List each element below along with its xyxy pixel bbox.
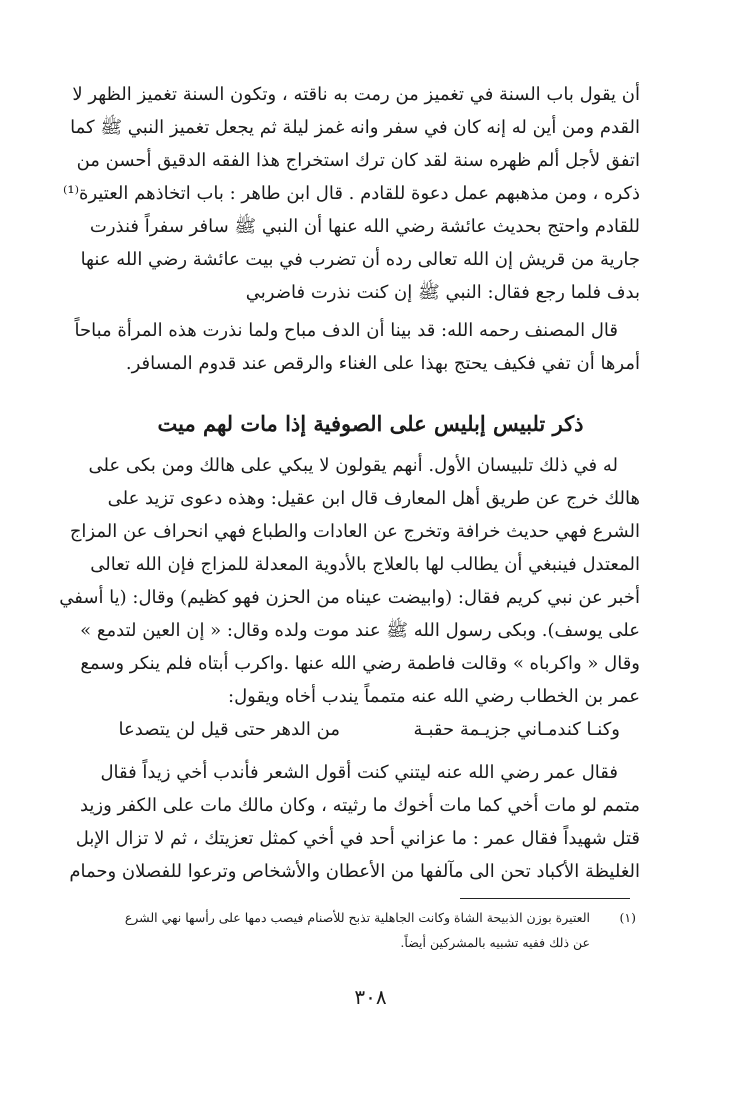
text-line: عمر بن الخطاب رضي الله عنه متمماً يندب أخاه ويقول: xyxy=(228,686,640,707)
text-line: متمم لو مات أخي كما مات أخوك ما رثيته ، وكان مالك مات على الكفر وزيد xyxy=(79,795,640,816)
footnote-divider xyxy=(460,898,630,899)
text-line: هالك خرج عن طريق أهل المعارف قال ابن عقيل: وهذه دعوى تزيد على xyxy=(107,488,640,509)
text-line: بدف فلما رجع فقال: النبي ﷺ إن كنت نذرت فاضربي xyxy=(245,282,640,303)
section-heading: ذكر تلبيس إبليس على الصوفية إذا مات لهم ميت xyxy=(157,411,584,436)
footnote-marker: (١) xyxy=(619,910,636,925)
text-line: ذكره ، ومن مذهبهم عمل دعوة للقادم . قال ابن طاهر : باب اتخاذهم العتيرة⁽¹⁾ xyxy=(62,183,640,204)
text-line: اتفق لأجل ألم ظهره سنة لقد كان ترك استخراج هذا الفقه الدقيق أحسن من xyxy=(76,150,640,171)
text-line: للقادم واحتج بحديث عائشة رضي الله عنها أن النبي ﷺ سافر سفراً فنذرت xyxy=(89,216,640,237)
text-line: له في ذلك تلبيسان الأول. أنهم يقولون لا يبكي على هالك ومن بكى على xyxy=(88,455,618,476)
footnote-line: عن ذلك ففيه تشبيه بالمشركين أيضاً. xyxy=(400,935,590,950)
text-line: القدم ومن أين له إنه كان في سفر وانه غمز ليلة ثم يجعل تغميز النبي ﷺ كما xyxy=(70,117,640,138)
text-line: المعتدل فينبغي أن يطالب لها بالعلاج بالأدوية المعدلة للمزاج فإن الله تعالى xyxy=(90,554,640,575)
verse-first-hemistich: وكنـا كندمـاني جزيـمة حقبـة xyxy=(413,719,620,740)
footnote-line: العتيرة بوزن الذبيحة الشاة وكانت الجاهلية تذبح للأصنام فيصب دمها على رأسها نهي الشرع xyxy=(124,910,590,925)
text-line: أن يقول باب السنة في تغميز من رمت به ناقته ، وتكون السنة تغميز الظهر لا xyxy=(72,84,640,105)
text-line: الشرع فهي حديث خرافة وتخرج عن العادات والطباع فهي انحراف عن المزاج xyxy=(69,521,640,542)
text-line: الغليظة الأكباد تحن الى مآلفها من الأعطان والأشخاص وترعوا للفصلان وحمام xyxy=(69,861,640,882)
verse-second-hemistich: من الدهر حتى قيل لن يتصدعا xyxy=(118,719,340,740)
text-line: وقال « واكرباه » وقالت فاطمة رضي الله عنها .واكرب أبتاه فلم ينكر وسمع xyxy=(80,653,640,674)
text-line: أمرها أن تفي فكيف يحتج بهذا على الغناء والرقص عند قدوم المسافر. xyxy=(125,353,640,374)
text-line: على يوسف). وبكى رسول الله ﷺ عند موت ولده وقال: « إن العين لتدمع » xyxy=(80,620,640,641)
text-line: قتل شهيداً فقال عمر : ما عزاني أحد في أخي كمثل تعزيتك ، ثم لا تزال الإبل xyxy=(75,828,640,849)
text-line: فقال عمر رضي الله عنه ليتني كنت أقول الشعر فأندب أخي زيداً فقال xyxy=(100,762,618,783)
text-line: أخبر عن نبي كريم فقال: (وابيضت عيناه من الحزن فهو كظيم) وقال: (يا أسفي xyxy=(59,587,640,608)
text-line: جارية من قريش إن الله تعالى رده أن تضرب في بيت عائشة رضي الله عنها xyxy=(80,249,640,270)
text-line: قال المصنف رحمه الله: قد بينا أن الدف مباح ولما نذرت هذه المرأة مباحاً xyxy=(74,320,618,341)
page-number: ٣٠٨ xyxy=(354,985,387,1009)
